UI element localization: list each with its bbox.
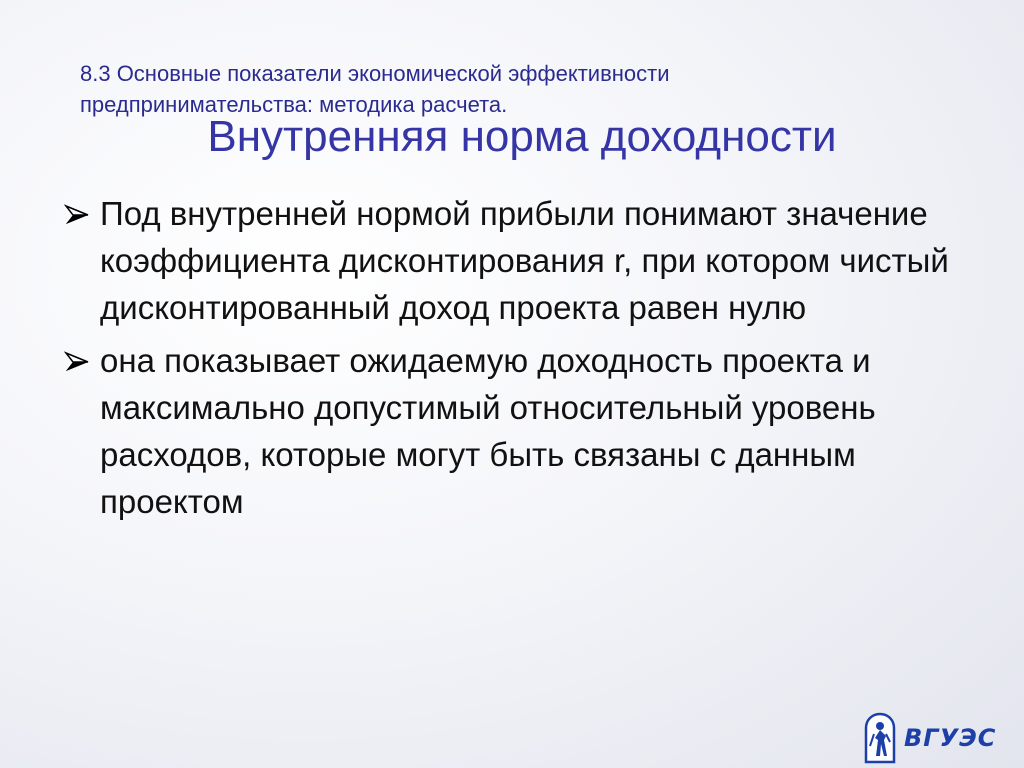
bullet-text: она показывает ожидаемую доходность проекта и максимально допустимый относительный уровень расходов, которые могут быть связаны с данным проектом bbox=[100, 342, 876, 520]
bullet-list bbox=[64, 190, 984, 531]
arrow-bullet-icon bbox=[64, 204, 90, 226]
university-emblem-icon bbox=[864, 712, 896, 764]
bullet-item bbox=[64, 337, 984, 525]
section-heading: 8.3 Основные показатели экономической эффективности предпринимательства: методика расчета. bbox=[80, 61, 670, 117]
bullet-item bbox=[64, 190, 984, 331]
arrow-bullet-icon bbox=[64, 351, 90, 373]
bullet-text: Под внутренней нормой прибыли понимают значение коэффициента дисконтирования r, при котором чистый дисконтированный доход проекта равен нулю bbox=[100, 195, 949, 326]
slide-title: Внутренняя норма доходности bbox=[207, 112, 837, 161]
logo-text: ВГУЭС bbox=[904, 724, 997, 752]
university-logo bbox=[864, 712, 997, 764]
